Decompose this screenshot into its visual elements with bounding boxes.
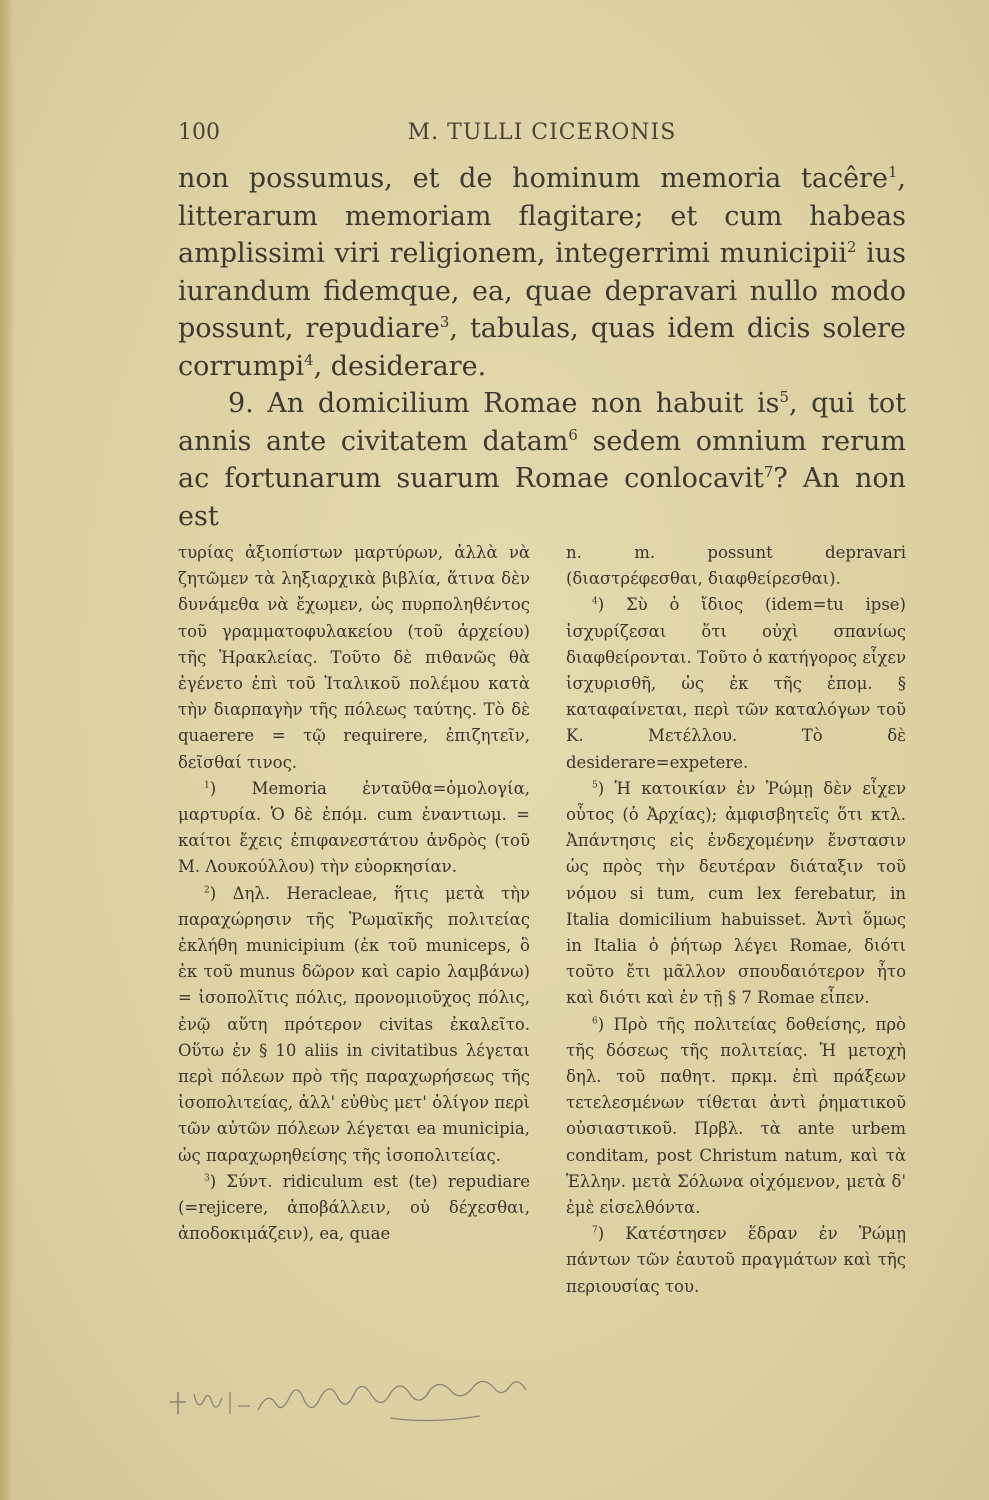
footnote bbox=[178, 1169, 530, 1248]
footnote-marker: 2 bbox=[846, 238, 857, 256]
footnote bbox=[566, 1012, 906, 1222]
footnote-marker: 5 bbox=[592, 780, 598, 791]
pencil-annotation bbox=[160, 1380, 580, 1430]
page-left-edge bbox=[0, 0, 14, 1500]
running-title: M. TULLI CICERONIS bbox=[407, 120, 677, 145]
footnote-marker: 3 bbox=[439, 313, 450, 331]
footnote-marker: 1 bbox=[204, 780, 210, 791]
footnote-marker: 1 bbox=[887, 163, 898, 181]
text-run: n. m. possunt depravari (διαστρέφεσθαι, διαφθείρεσθαι). bbox=[566, 543, 906, 589]
footnote-marker: 7 bbox=[592, 1225, 598, 1236]
text-run: 9. An domicilium Romae non habuit is bbox=[228, 388, 780, 419]
main-paragraph-2 bbox=[178, 385, 906, 535]
footnote-marker: 6 bbox=[568, 425, 578, 444]
text-run: non possumus, et de hominum memoria tacêre bbox=[178, 163, 888, 194]
footnote-marker: 2 bbox=[204, 885, 210, 896]
text-run: , desiderare. bbox=[313, 350, 487, 382]
text-run: ) Κατέστησεν ἕδραν ἐν Ῥώμῃ πάντων τῶν ἑαυτοῦ πραγμάτων καὶ τῆς περιουσίας του. bbox=[566, 1224, 906, 1296]
text-run: , litterarum memoriam flagitare; et cum habeas amplissimi viri religionem, integerrimi municipii bbox=[178, 163, 906, 269]
text-run: ) Δηλ. Heracleae, ἥτις μετὰ τὴν παραχώρησιν τῆς Ῥωμαϊκῆς πολιτείας ἐκλήθη municipium (ἐκ τοῦ municeps, ὃ ἐκ τοῦ munus δῶρον καὶ capio λαμβάνω) = ἰσοπολῖτις πόλις, προνομιοῦχος πόλις, ἐνῷ αὕτη πρότερον civitas ἐκαλεῖτο. Οὕτω ἐν § 10 aliis in civitatibus λέγεται περὶ πόλεων πρὸ τῆς παραχωρήσεως τῆς ἰσοπολιτείας, ἀλλ' εὐθὺς μετ' ὀλίγον περὶ τῶν αὐτῶν πόλεων λέγεται ea municipia, ὡς παραχωρηθείσης τῆς ἰσοπολιτείας. bbox=[178, 883, 530, 1165]
footnote bbox=[566, 776, 906, 1012]
text-run: τυρίας ἀξιοπίστων μαρτύρων, ἀλλὰ νὰ ζητῶμεν τὰ ληξιαρχικὰ βιβλία, ἅτινα δὲν δυνάμεθα νὰ ἔχωμεν, ὡς πυρποληθέντος τοῦ γραμματοφυλακείου (τοῦ ἀρχείου) τῆς Ἡρακλείας. Τοῦτο δὲ πιθανῶς θὰ ἐγένετο ἐπὶ τοῦ Ἰταλικοῦ πολέμου κατὰ τὴν διαρπαγὴν τῆς πόλεως ταύτης. Τὸ δὲ quaerere = τῷ requirere, ἐπιζητεῖν, δεῖσθαί τινος. bbox=[178, 543, 530, 772]
footnote-marker: 4 bbox=[304, 350, 314, 369]
footnote-marker: 3 bbox=[204, 1173, 210, 1184]
footnote-marker: 7 bbox=[763, 463, 774, 481]
text-run: ) Σύντ. ridiculum est (te) repudiare (=rejicere, ἀποβάλλειν, οὐ δέχεσθαι, ἀποδοκιμάζειν), ea, quae bbox=[178, 1171, 530, 1244]
text-run: ) Memoria ἐνταῦθα=ὁμολογία, μαρτυρία. Ὁ δὲ ἐπόμ. cum ἐναντιωμ. = καίτοι ἔχεις ἐπιφανεστάτου ἀνδρὸς (τοῦ Μ. Λουκούλλου) τὴν εὐορκησίαν. bbox=[178, 778, 530, 877]
text-run: ius iurandum fidemque, ea, quae depravari nullo modo possunt, repudiare bbox=[178, 238, 906, 344]
text-run: ? An non est bbox=[178, 463, 907, 532]
footnotes-right-column bbox=[566, 540, 906, 1300]
footnote-marker: 5 bbox=[779, 388, 789, 406]
footnote bbox=[566, 592, 906, 775]
main-paragraph-1 bbox=[178, 160, 906, 385]
footnote-continuation bbox=[178, 540, 530, 776]
text-run: , tabulas, quas idem dicis solere corrumpi bbox=[178, 313, 906, 382]
text-run: sedem omnium rerum ac fortunarum suarum Romae conlocavit bbox=[178, 425, 907, 494]
text-run: ) Ἡ κατοικίαν ἐν Ῥώμῃ δὲν εἶχεν οὗτος (ὁ Ἀρχίας); ἀμφισβητεῖς ὅτι κτλ. Ἀπάντησις εἰς ἐνδεχομένην ἔνστασιν ὡς πρὸς τὴν δευτέραν διάταξιν τοῦ νόμου si tum, cum lex ferebatur, in Italia domicilium habuisset. Ἀντὶ ὅμως in Italia ὁ ῥήτωρ λέγει Romae, διότι τοῦτο ἔτι μᾶλλον σπουδαιότερον ἦτο καὶ διότι καὶ ἐν τῇ § 7 Romae εἶπεν. bbox=[566, 778, 906, 1008]
footnote bbox=[566, 1221, 906, 1300]
text-run: ) Πρὸ τῆς πολιτείας δοθείσης, πρὸ τῆς δόσεως τῆς πολιτείας. Ἡ μετοχὴ δηλ. τοῦ παθητ. πρκμ. ἐπὶ πράξεων τετελεσμένων τίθεται ἀντὶ ῥηματικοῦ οὐσιαστικοῦ. Πρβλ. τὰ ante urbem conditam, post Christum natum, καὶ τὰ Ἑλλην. μετὰ Σόλωνα οἰχόμενον, μετὰ δ' ἐμὲ εἰσελθόντα. bbox=[566, 1014, 906, 1218]
page-number: 100 bbox=[178, 120, 220, 145]
footnote-continuation bbox=[566, 540, 906, 592]
main-text bbox=[178, 160, 906, 535]
footnotes-left-column bbox=[178, 540, 530, 1247]
footnote bbox=[178, 881, 530, 1169]
text-run: ) Σὺ ὁ ἴδιος (idem=tu ipse) ἰσχυρίζεσαι ὅτι οὐχὶ σπανίως διαφθείρονται. Τοῦτο ὁ κατήγορος εἶχεν ἰσχυρισθῆ, ὡς ἐκ τῆς ἑπομ. § καταφαίνεται, περὶ τῶν καταλόγων τοῦ Κ. Μετέλλου. Τὸ δὲ desiderare=expetere. bbox=[566, 595, 906, 772]
footnote bbox=[178, 776, 530, 881]
text-run: , qui tot annis ante civitatem datam bbox=[178, 388, 907, 457]
footnote-marker: 6 bbox=[592, 1016, 598, 1027]
footnote-marker: 4 bbox=[592, 596, 598, 607]
